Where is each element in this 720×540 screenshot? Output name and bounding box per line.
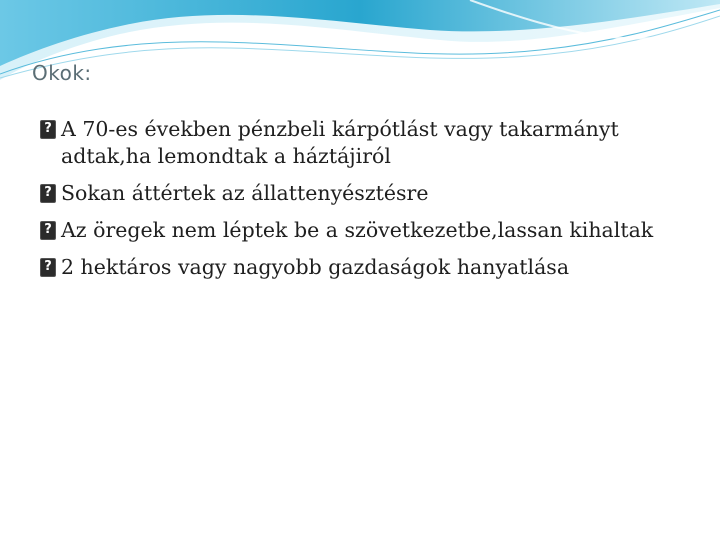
list-item	[40, 254, 680, 281]
bullet-icon: ?	[40, 120, 56, 139]
bullet-icon: ?	[40, 258, 56, 277]
list-item	[40, 180, 680, 207]
header-wave-decoration	[0, 0, 720, 90]
bullet-text: Az öregek nem léptek be a szövetkezetbe,lassan kihaltak	[61, 218, 654, 242]
bullet-text: Sokan áttértek az állattenyésztésre	[61, 181, 429, 205]
slide-title: Okok:	[32, 61, 92, 85]
bullet-text: A 70-es években pénzbeli kárpótlást vagy takarmányt adtak,ha lemondtak a háztájiról	[61, 117, 619, 168]
bullet-icon: ?	[40, 184, 56, 203]
list-item	[40, 116, 680, 170]
bullet-icon: ?	[40, 221, 56, 240]
bullet-text: 2 hektáros vagy nagyobb gazdaságok hanyatlása	[61, 255, 570, 279]
bullet-list	[40, 116, 680, 291]
list-item	[40, 217, 680, 244]
